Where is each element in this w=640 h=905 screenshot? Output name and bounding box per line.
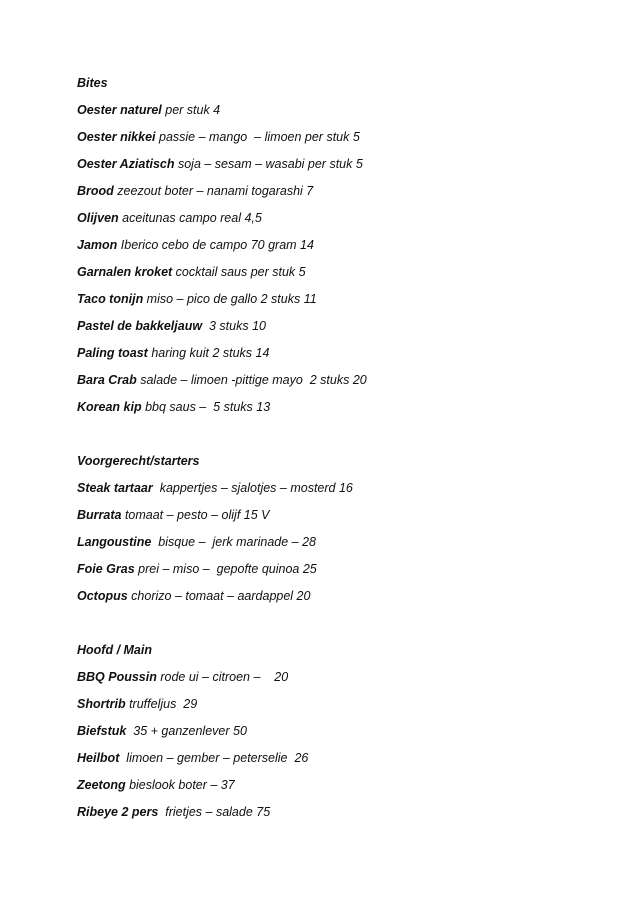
item-name: Biefstuk — [77, 724, 127, 738]
item-description: bisque – jerk marinade – 28 — [151, 535, 316, 549]
item-description: salade – limoen -pittige mayo 2 stuks 20 — [136, 373, 367, 387]
menu-item — [77, 696, 617, 723]
item-name: Oester Aziatisch — [77, 157, 175, 171]
section-title: Hoofd / Main — [77, 643, 152, 657]
menu-item — [77, 561, 617, 588]
item-description: frietjes – salade 75 — [158, 805, 271, 819]
item-description: rode ui – citroen – 20 — [156, 670, 289, 684]
menu-item — [77, 345, 617, 372]
item-description: kappertjes – sjalotjes – mosterd 16 — [152, 481, 353, 495]
section-spacer — [77, 426, 617, 453]
item-description: zeezout boter – nanami togarashi 7 — [113, 184, 314, 198]
item-name: Bara Crab — [77, 373, 137, 387]
item-name: Pastel de bakkeljauw — [77, 319, 203, 333]
menu-page — [77, 75, 617, 831]
menu-item — [77, 264, 617, 291]
item-description: limoen – gember – peterselie 26 — [119, 751, 309, 765]
section-spacer — [77, 615, 617, 642]
item-name: Langoustine — [77, 535, 152, 549]
item-description: prei – miso – gepofte quinoa 25 — [134, 562, 317, 576]
section-bites — [77, 75, 617, 426]
item-description: soja – sesam – wasabi per stuk 5 — [174, 157, 363, 171]
item-description: bbq saus – 5 stuks 13 — [141, 400, 271, 414]
item-name: Paling toast — [77, 346, 148, 360]
item-description: chorizo – tomaat – aardappel 20 — [127, 589, 311, 603]
item-name: Oester nikkei — [77, 130, 156, 144]
item-description: Iberico cebo de campo 70 gram 14 — [117, 238, 314, 252]
item-name: Brood — [77, 184, 114, 198]
item-name: Shortrib — [77, 697, 126, 711]
item-name: Ribeye 2 pers — [77, 805, 159, 819]
section-title: Bites — [77, 76, 108, 90]
menu-item — [77, 723, 617, 750]
menu-item — [77, 669, 617, 696]
item-description: 35 + ganzenlever 50 — [126, 724, 247, 738]
menu-item — [77, 291, 617, 318]
item-description: cocktail saus per stuk 5 — [172, 265, 306, 279]
menu-item — [77, 588, 617, 615]
item-description: tomaat – pesto – olijf 15 V — [121, 508, 270, 522]
menu-item — [77, 399, 617, 426]
item-description: 3 stuks 10 — [202, 319, 266, 333]
menu-item — [77, 183, 617, 210]
menu-item — [77, 777, 617, 804]
menu-item — [77, 372, 617, 399]
menu-item — [77, 534, 617, 561]
item-name: Oester naturel — [77, 103, 162, 117]
item-description: per stuk 4 — [161, 103, 221, 117]
section-main — [77, 642, 617, 831]
menu-item — [77, 102, 617, 129]
item-name: Foie Gras — [77, 562, 135, 576]
menu-item — [77, 318, 617, 345]
item-name: Olijven — [77, 211, 119, 225]
item-name: Burrata — [77, 508, 122, 522]
item-name: Heilbot — [77, 751, 120, 765]
menu-item — [77, 237, 617, 264]
item-description: miso – pico de gallo 2 stuks 11 — [143, 292, 317, 306]
item-name: Octopus — [77, 589, 128, 603]
item-description: truffeljus 29 — [125, 697, 198, 711]
menu-item — [77, 210, 617, 237]
section-starters — [77, 453, 617, 615]
item-name: Jamon — [77, 238, 118, 252]
item-name: Taco tonijn — [77, 292, 144, 306]
item-name: Korean kip — [77, 400, 142, 414]
item-name: Steak tartaar — [77, 481, 153, 495]
item-name: BBQ Poussin — [77, 670, 157, 684]
menu-item — [77, 480, 617, 507]
item-description: aceitunas campo real 4,5 — [118, 211, 262, 225]
menu-item — [77, 804, 617, 831]
section-title: Voorgerecht/starters — [77, 454, 200, 468]
menu-item — [77, 750, 617, 777]
item-name: Zeetong — [77, 778, 126, 792]
item-name: Garnalen kroket — [77, 265, 173, 279]
item-description: passie – mango – limoen per stuk 5 — [155, 130, 360, 144]
item-description: haring kuit 2 stuks 14 — [147, 346, 270, 360]
item-description: bieslook boter – 37 — [125, 778, 235, 792]
menu-item — [77, 156, 617, 183]
menu-item — [77, 507, 617, 534]
menu-item — [77, 129, 617, 156]
